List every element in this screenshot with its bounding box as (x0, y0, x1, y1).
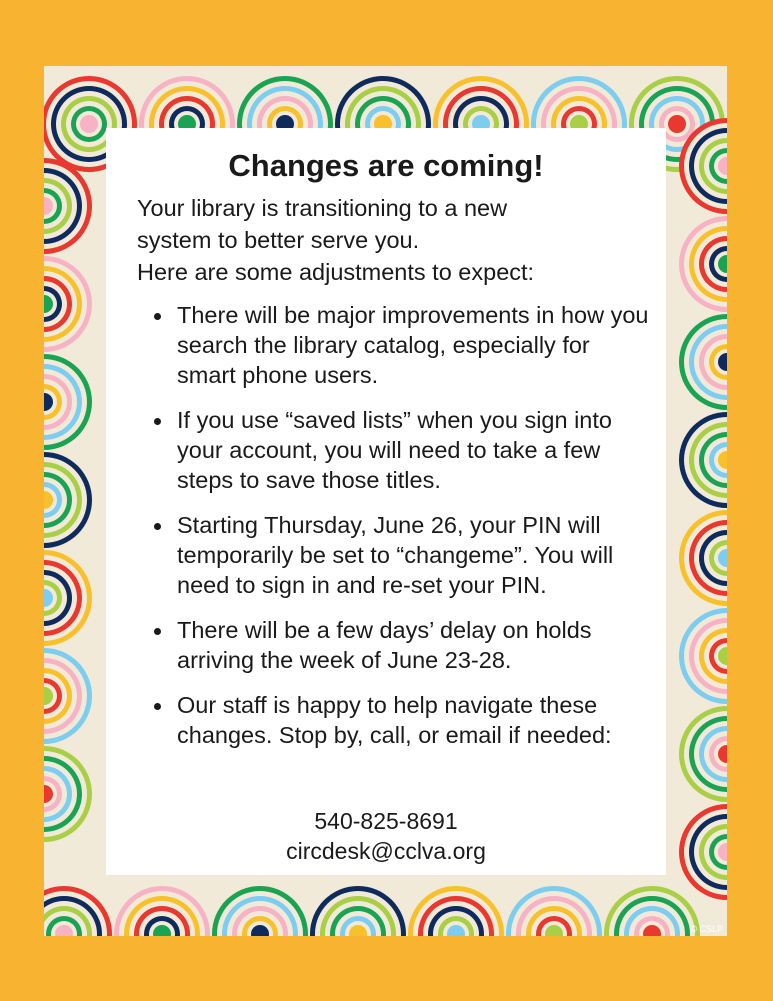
list-item: There will be major improvements in how you search the library catalog, especially for smart phone users. (150, 300, 650, 390)
rainbow-arch (44, 648, 92, 744)
notice-panel (106, 128, 666, 875)
adjustments-list (150, 300, 650, 765)
intro-line-3: Here are some adjustments to expect: (137, 259, 535, 285)
rainbow-arch (44, 886, 112, 936)
list-item: Our staff is happy to help navigate these changes. Stop by, call, or email if needed: (150, 690, 650, 750)
rainbow-arch (604, 886, 700, 936)
rainbow-arch (679, 706, 727, 802)
rainbow-arch (679, 314, 727, 410)
rainbow-arch (44, 550, 92, 646)
list-item: Starting Thursday, June 26, your PIN will temporarily be set to “changeme”. You will need to sign in and re-set your PIN. (150, 510, 650, 600)
contact-phone: 540-825-8691 (314, 808, 458, 834)
rainbow-arch (679, 510, 727, 606)
copyright-notice: © CSLP (690, 924, 723, 934)
rainbow-arch (506, 886, 602, 936)
rainbow-arch (114, 886, 210, 936)
rainbow-arch (44, 354, 92, 450)
rainbow-arch (679, 412, 727, 508)
rainbow-arch (679, 216, 727, 312)
list-item: There will be a few days’ delay on holds arriving the week of June 23-28. (150, 615, 650, 675)
list-item: If you use “saved lists” when you sign into your account, you will need to take a few steps to save those titles. (150, 405, 650, 495)
rainbow-arch (408, 886, 504, 936)
rainbow-arch (44, 452, 92, 548)
rainbow-arch (44, 158, 92, 254)
rainbow-arch (44, 256, 92, 352)
rainbow-arch (679, 804, 727, 900)
page-title: Changes are coming! (228, 148, 544, 183)
intro-line-1: Your library is transitioning to a new (137, 195, 508, 221)
rainbow-arch (310, 886, 406, 936)
rainbow-arch (679, 608, 727, 704)
intro-line-2: system to better serve you. (137, 227, 420, 253)
rainbow-arch (212, 886, 308, 936)
rainbow-arch (44, 746, 92, 842)
contact-email: circdesk@cclva.org (286, 838, 486, 864)
